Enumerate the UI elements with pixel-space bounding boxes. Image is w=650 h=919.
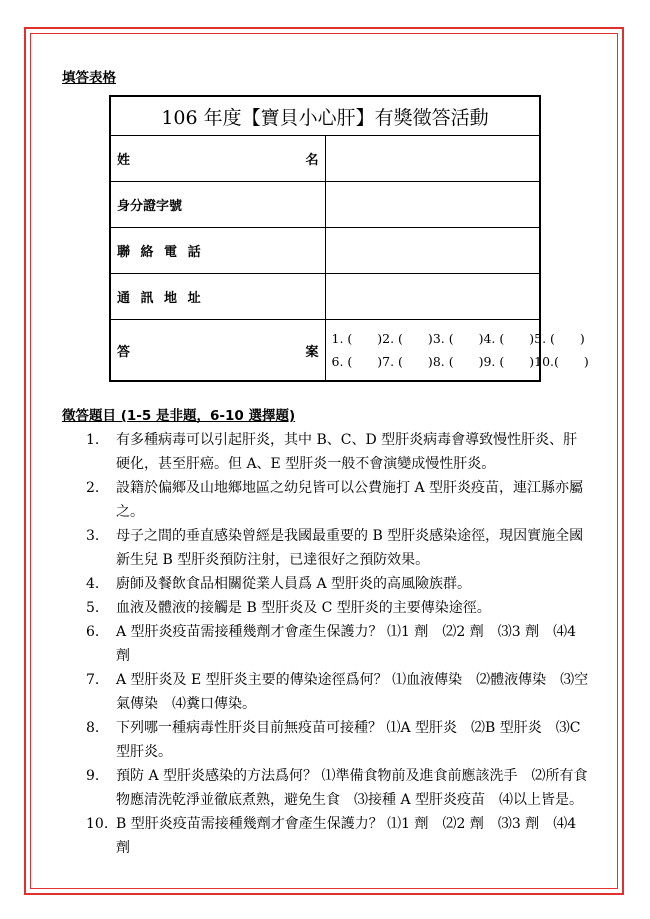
- form-heading: 填答表格: [62, 70, 116, 86]
- question-item: [86, 428, 590, 476]
- question-text: A 型肝炎疫苗需接種幾劑才會產生保護力？ ⑴1 劑 ⑵2 劑 ⑶3 劑 ⑷4 劑: [116, 624, 576, 664]
- phone-label: 聯 絡 電 話: [110, 228, 325, 274]
- answer-slot[interactable]: 9. ( ): [483, 354, 535, 369]
- answer-slot[interactable]: 10.( ): [534, 354, 589, 369]
- question-text: 母子之間的垂直感染曾經是我國最重要的 B 型肝炎感染途徑，現因實施全國新生兒 B 型肝炎預防注射，已達很好之預防效果。: [116, 528, 584, 568]
- question-number: 1.: [86, 432, 100, 448]
- id-number-label: 身分證字號: [110, 182, 325, 228]
- answer-field[interactable]: [325, 320, 589, 382]
- name-field[interactable]: [325, 136, 540, 182]
- answer-slot[interactable]: 4. ( ): [483, 331, 535, 346]
- answer-row-2: [331, 350, 589, 373]
- question-item: [86, 620, 590, 668]
- answer-slot[interactable]: 2. ( ): [382, 331, 433, 346]
- question-text: 血液及體液的接觸是 B 型肝炎及 C 型肝炎的主要傳染途徑。: [116, 600, 491, 616]
- question-number: 8.: [86, 720, 100, 736]
- question-number: 4.: [86, 576, 100, 592]
- question-number: 3.: [86, 528, 100, 544]
- question-item: [86, 812, 590, 860]
- question-item: [86, 524, 590, 572]
- answer-row-1: [331, 327, 585, 350]
- answer-slot[interactable]: 3. ( ): [432, 331, 484, 346]
- question-number: 6.: [86, 624, 100, 640]
- question-text: 廚師及餐飲食品相關從業人員爲 A 型肝炎的高風險族群。: [116, 576, 472, 592]
- phone-field[interactable]: [325, 228, 540, 274]
- form-title: 106 年度【寶貝小心肝】有獎徵答活動: [110, 96, 540, 136]
- answer-slot[interactable]: 7. ( ): [382, 354, 433, 369]
- question-item: [86, 716, 590, 764]
- question-text: 設籍於偏鄉及山地鄉地區之幼兒皆可以公費施打 A 型肝炎疫苗，連江縣亦屬之。: [116, 480, 584, 520]
- address-field[interactable]: [325, 274, 540, 320]
- question-text: 預防 A 型肝炎感染的方法爲何？ ⑴準備食物前及進食前應該洗手 ⑵所有食物應清洗乾淨並徹底煮熟，避免生食 ⑶接種 A 型肝炎疫苗 ⑷以上皆是。: [116, 768, 588, 808]
- entry-form-table: [109, 95, 589, 382]
- quiz-heading: 徵答題目 (1-5 是非題，6-10 選擇題): [62, 408, 296, 424]
- name-label-char-2: 名: [305, 153, 319, 168]
- address-label: 通 訊 地 址: [110, 274, 325, 320]
- name-label: [110, 136, 325, 182]
- question-number: 7.: [86, 672, 100, 688]
- question-item: [86, 596, 590, 620]
- question-text: A 型肝炎及 E 型肝炎主要的傳染途徑爲何？ ⑴血液傳染 ⑵體液傳染 ⑶空氣傳染 ⑷糞口傳染。: [116, 672, 589, 712]
- answer-slot[interactable]: 8. ( ): [432, 354, 484, 369]
- question-item: [86, 572, 590, 596]
- answer-slot[interactable]: 1. ( ): [331, 331, 383, 346]
- question-list: [86, 428, 590, 860]
- answer-label-char-1: 答: [117, 344, 131, 360]
- question-number: 9.: [86, 768, 100, 784]
- question-item: [86, 668, 590, 716]
- question-text: 有多種病毒可以引起肝炎，其中 B、C、D 型肝炎病毒會導致慢性肝炎、肝硬化，甚至肝癌。但 A、E 型肝炎一般不會演變成慢性肝炎。: [116, 432, 578, 472]
- question-text: 下列哪一種病毒性肝炎目前無疫苗可接種？ ⑴A 型肝炎 ⑵B 型肝炎 ⑶C 型肝炎。: [116, 720, 581, 760]
- question-number: 10.: [86, 816, 109, 832]
- question-number: 5.: [86, 600, 100, 616]
- answer-label: [110, 320, 325, 382]
- question-item: [86, 476, 590, 524]
- answer-label-char-2: 案: [305, 344, 319, 360]
- name-label-char-1: 姓: [117, 153, 131, 168]
- id-number-field[interactable]: [325, 182, 540, 228]
- answer-slot[interactable]: 6. ( ): [331, 354, 383, 369]
- answer-slot[interactable]: 5. ( ): [534, 331, 585, 346]
- question-number: 2.: [86, 480, 100, 496]
- question-item: [86, 764, 590, 812]
- question-text: B 型肝炎疫苗需接種幾劑才會產生保護力？ ⑴1 劑 ⑵2 劑 ⑶3 劑 ⑷4 劑: [116, 816, 577, 856]
